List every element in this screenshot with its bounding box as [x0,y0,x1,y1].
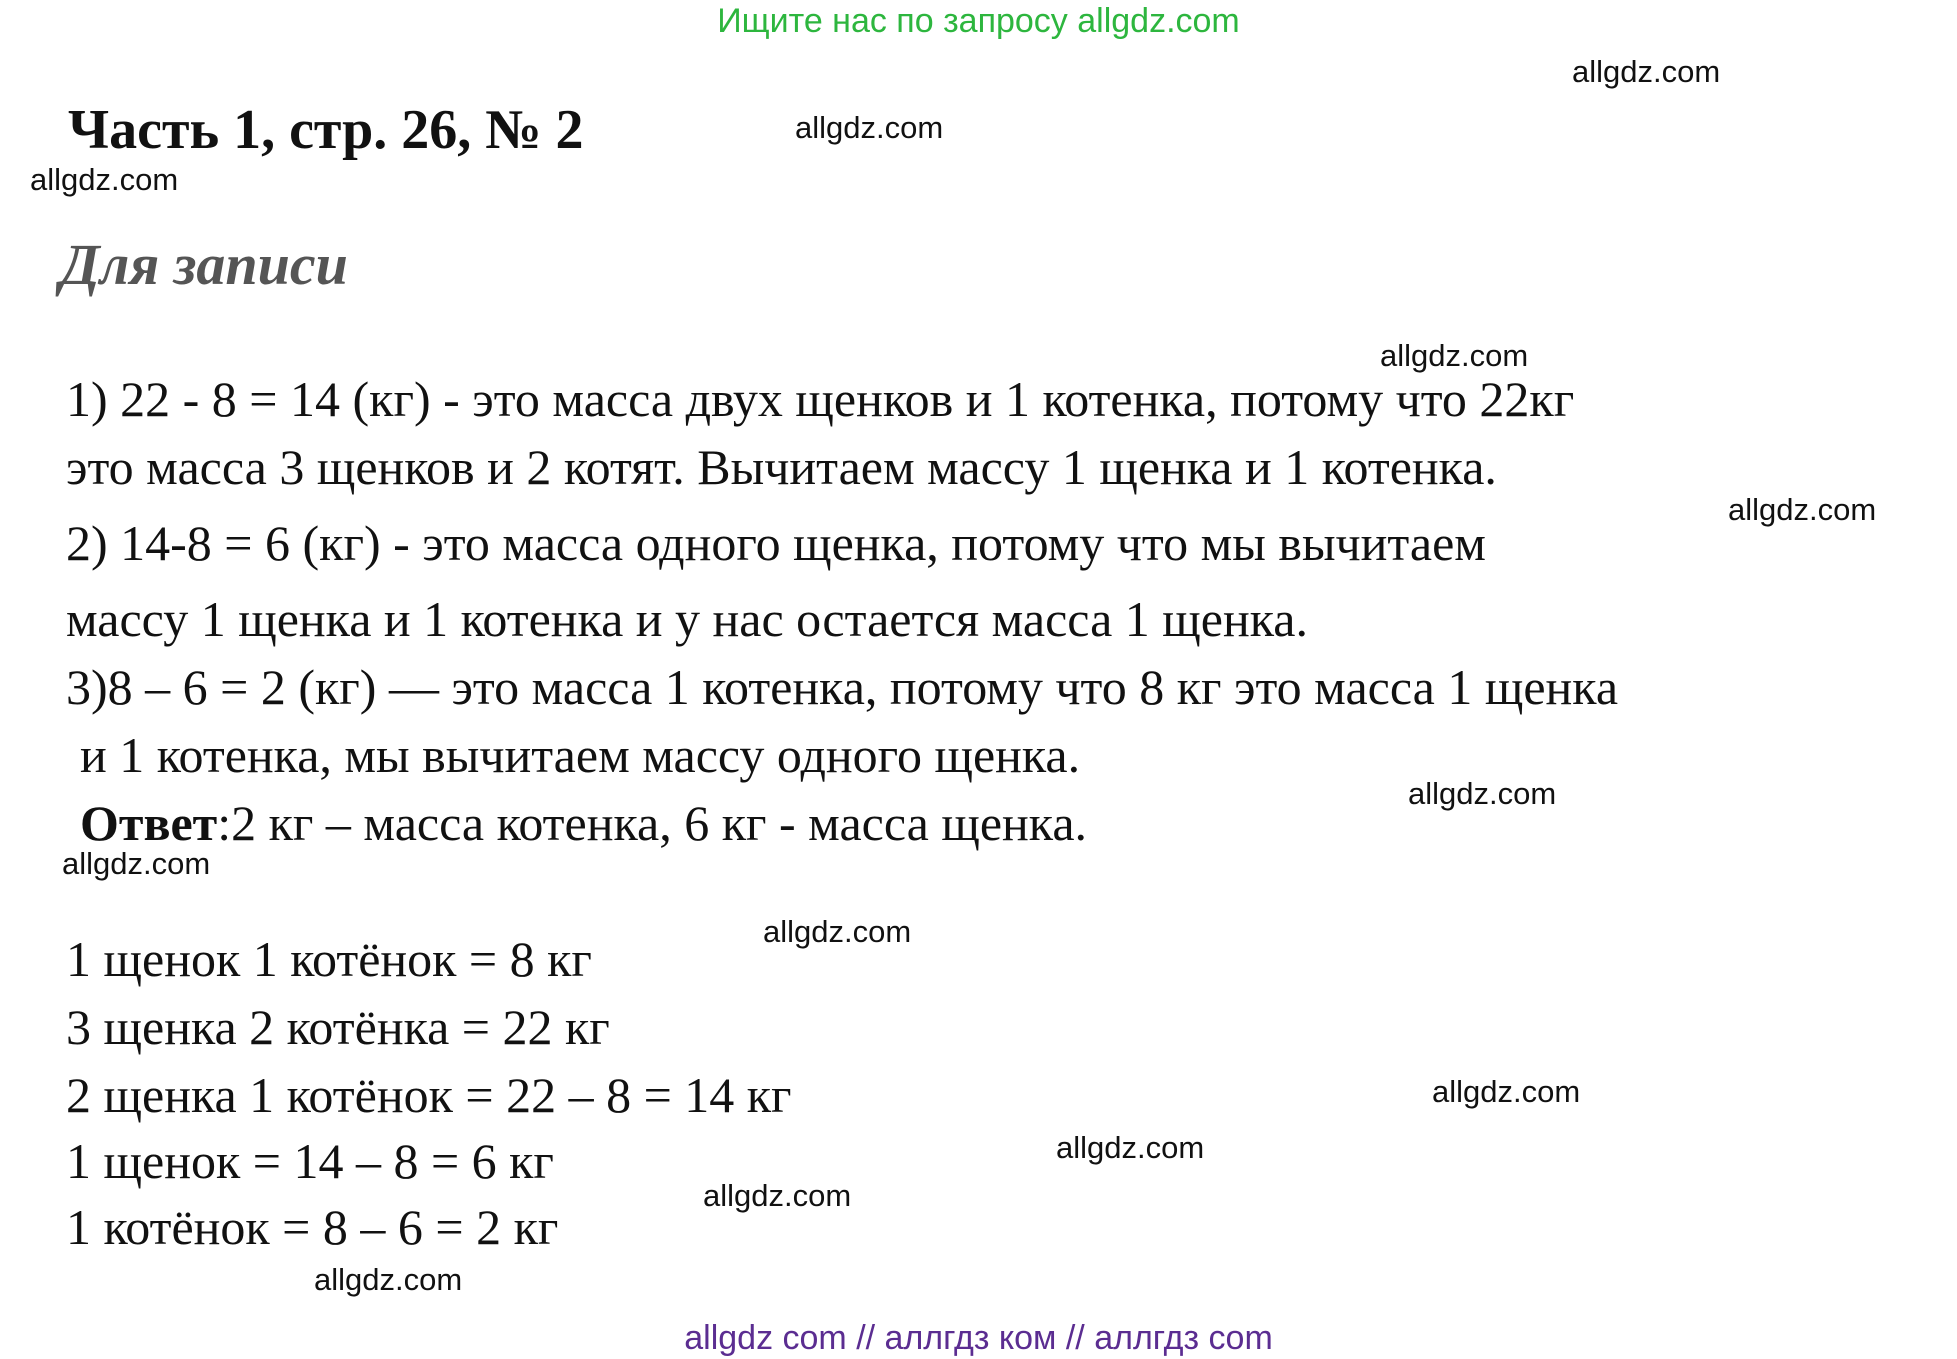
watermark: allgdz.com [314,1262,463,1297]
solution-line-4: массу 1 щенка и 1 котенка и у нас остается масса 1 щенка. [66,591,1308,647]
section-subheading: Для записи [60,232,348,297]
answer-text: :2 кг – масса котенка, 6 кг - масса щенка. [217,795,1088,851]
solution-line-5: 3)8 – 6 = 2 (кг) — это масса 1 котенка, потому что 8 кг это масса 1 щенка [66,659,1619,715]
watermark: allgdz.com [1056,1130,1205,1165]
note-line: 1 котёнок = 8 – 6 = 2 кг [66,1199,559,1255]
watermark: allgdz.com [1408,776,1557,811]
solution-line-2: это масса 3 щенков и 2 котят. Вычитаем массу 1 щенка и 1 котенка. [66,439,1497,495]
answer-line [80,794,1087,852]
answer-label: Ответ [80,795,218,851]
watermark: allgdz.com [30,162,179,197]
watermark: allgdz.com [1432,1074,1581,1109]
watermark: allgdz.com [1380,338,1529,373]
top-banner[interactable]: Ищите нас по запросу allgdz.com [717,2,1240,40]
watermark: allgdz.com [62,846,211,881]
watermark: allgdz.com [1728,492,1877,527]
note-line: 3 щенка 2 котёнка = 22 кг [66,999,610,1055]
watermark: allgdz.com [763,914,912,949]
watermark: allgdz.com [1572,54,1721,89]
watermark: allgdz.com [703,1178,852,1213]
solution-line-6: и 1 котенка, мы вычитаем массу одного щенка. [80,727,1081,783]
bottom-banner[interactable]: allgdz com // аллгдз ком // аллгдз com [684,1319,1273,1357]
note-line: 1 щенок = 14 – 8 = 6 кг [66,1133,554,1189]
page-title: Часть 1, стр. 26, № 2 [68,99,584,161]
watermark: allgdz.com [795,110,944,145]
note-line: 1 щенок 1 котёнок = 8 кг [66,931,592,987]
solution-line-3: 2) 14-8 = 6 (кг) - это масса одного щенка, потому что мы вычитаем [66,515,1486,571]
note-line: 2 щенка 1 котёнок = 22 – 8 = 14 кг [66,1067,792,1123]
solution-line-1: 1) 22 - 8 = 14 (кг) - это масса двух щенков и 1 котенка, потому что 22кг [66,371,1575,427]
